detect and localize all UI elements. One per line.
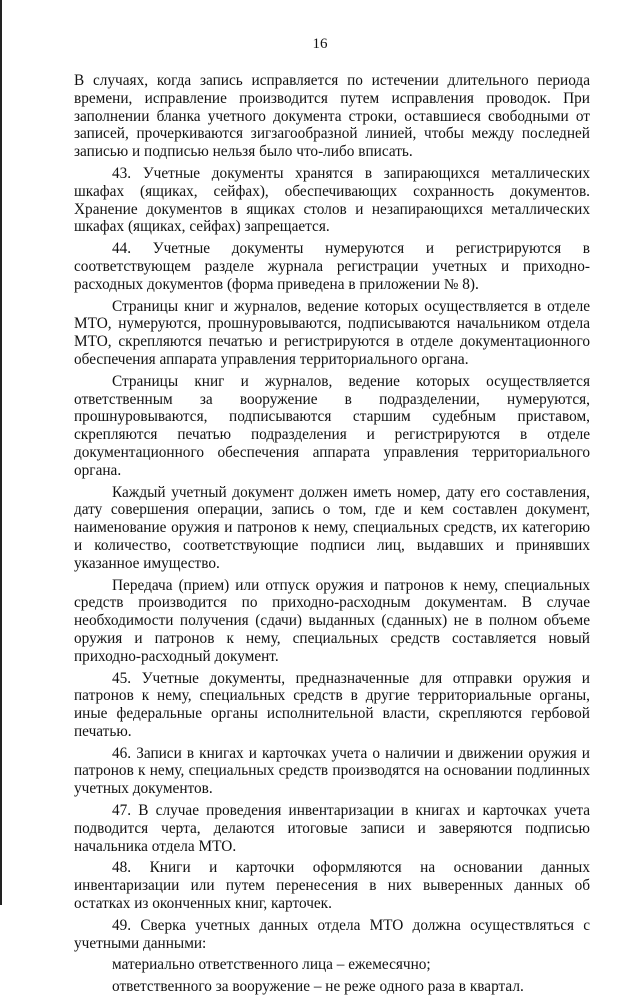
paragraph-49: 49. Сверка учетных данных отдела МТО должна осуществляться с учетными данными: bbox=[74, 916, 590, 952]
paragraph-48: 48. Книги и карточки оформляются на основании данных инвентаризации или путем перенесения в них выверенных данных об остатках из оконченных книг, карточек. bbox=[74, 859, 590, 913]
paragraph-46: 46. Записи в книгах и карточках учета о наличии и движении оружия и патронов к нему, специальных средств производятся на основании подлинных учетных документов. bbox=[74, 744, 590, 798]
paragraph-pages-subdivision: Страницы книг и журналов, ведение которых осуществляется ответственным за вооружение в подразделении, нумеруются, прошнуровываются, подписываются старшим судебным приставом, скрепляются печатью подразделения и регистрируются в отделе документационного обеспечения аппарата управления территориального органа. bbox=[74, 372, 590, 479]
scan-left-edge bbox=[0, 0, 2, 905]
paragraph-document-requisites: Каждый учетный документ должен иметь номер, дату его составления, дату совершения операции, запись о том, где и кем составлен документ, наименование оружия и патронов к нему, специальных средств, их категорию и количество, соответствующие подписи лиц, выдавших и принявших указанное имущество. bbox=[74, 483, 590, 572]
paragraph-pages-mto: Страницы книг и журналов, ведение которых осуществляется в отделе МТО, нумеруются, прошнуровываются, подписываются начальником отдела МТО, скрепляются печатью и регистрируются в отделе документационного обеспечения аппарата управления территориального органа. bbox=[74, 297, 590, 368]
list-line-monthly: материально ответственного лица – ежемесячно; bbox=[112, 956, 431, 974]
page-number: 16 bbox=[312, 36, 328, 52]
paragraph-correction-continuation: В случаях, когда запись исправляется по истечении длительного периода времени, исправление производится путем исправления проводок. При заполнении бланка учетного документа строки, оставшиеся свободными от записей, прочеркиваются зигзагообразной линией, чтобы между последней записью и подписью нельзя было что-либо вписать. bbox=[74, 72, 590, 161]
paragraph-45: 45. Учетные документы, предназначенные для отправки оружия и патронов к нему, специальных средств в другие территориальные органы, иные федеральные органы исполнительной власти, скрепляются гербовой печатью. bbox=[74, 669, 590, 740]
paragraph-47: 47. В случае проведения инвентаризации в книгах и карточках учета подводится черта, делаются итоговые записи и заверяются подписью начальника отдела МТО. bbox=[74, 802, 590, 855]
paragraph-44: 44. Учетные документы нумеруются и регистрируются в соответствующем разделе журнала регистрации учетных и приходно-расходных документов (форма приведена в приложении № 8). bbox=[74, 240, 590, 293]
document-body bbox=[74, 72, 590, 1000]
paragraph-43: 43. Учетные документы хранятся в запирающихся металлических шкафах (ящиках, сейфах), обеспечивающих сохранность документов. Хранение документов в ящиках столов и незапирающихся металлических шкафах (ящиках, сейфах) запрещается. bbox=[74, 164, 590, 236]
list-line-quarterly: ответственного за вооружение – не реже одного раза в квартал. bbox=[112, 978, 524, 996]
paragraph-transfer: Передача (прием) или отпуск оружия и патронов к нему, специальных средств производится по приходно-расходным документам. В случае необходимости получения (сдачи) выданных (сданных) не в полном объеме оружия и патронов к нему, специальных средств составляется новый приходно-расходный документ. bbox=[74, 576, 590, 665]
